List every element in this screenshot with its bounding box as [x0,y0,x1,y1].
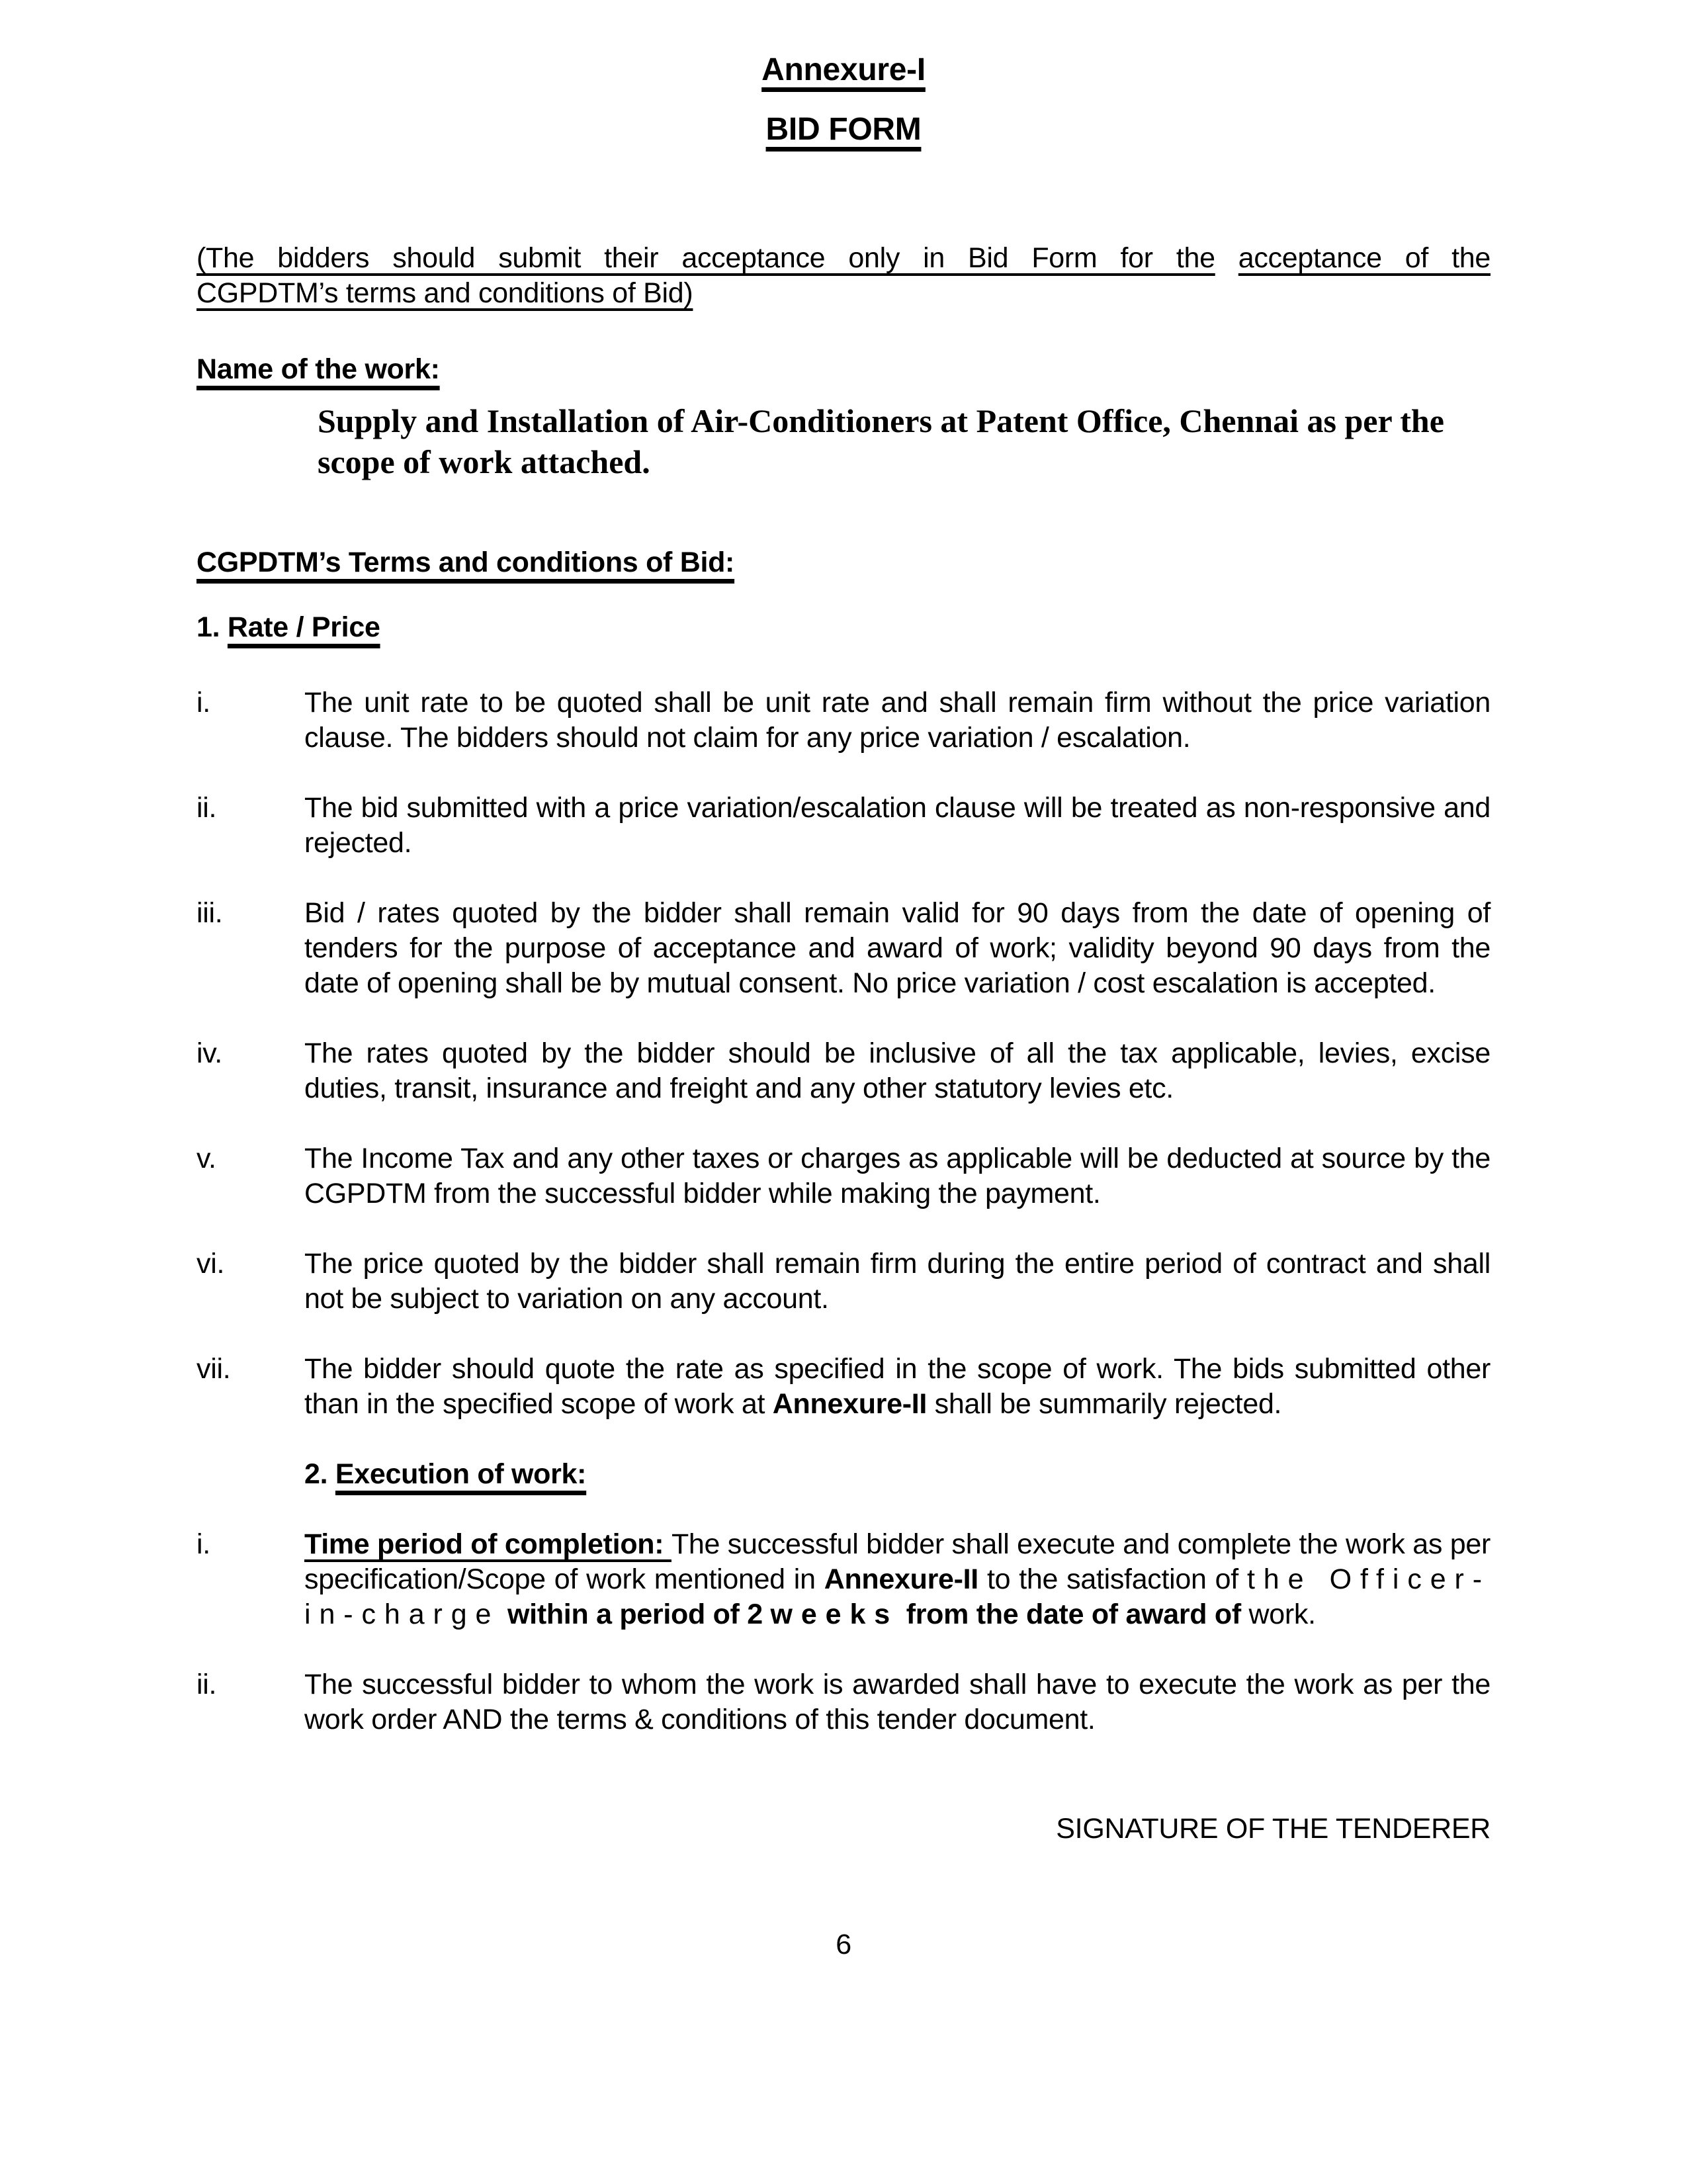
item-text [304,1528,1491,1630]
section2-number: 2. [304,1458,328,1490]
annexure-heading: Annexure-I [761,52,926,87]
page-number: 6 [836,1929,851,1960]
bid-form-heading: BID FORM [765,112,922,147]
text-segment: The unit rate to be quoted shall be unit rate and shall remain firm without the price variation clause. The bidders should not claim for any price variation / escalation. [304,687,1491,754]
item-marker: v. [196,1143,216,1174]
text-segment: work. [1240,1598,1316,1630]
intro-gap [1215,242,1238,274]
item-text [304,1143,1491,1209]
name-of-work-label: Name of the work: [196,353,440,385]
item-text [304,1669,1491,1735]
item-marker: ii. [196,792,217,824]
text-segment: shall be summarily rejected. [927,1388,1282,1420]
item-text [304,792,1491,859]
item-text [304,687,1491,754]
item-marker: i. [196,687,210,719]
terms-heading: CGPDTM’s Terms and conditions of Bid: [196,546,735,578]
text-segment: The price quoted by the bidder shall remain firm during the entire period of contract and shall not be subject to variation on any account. [304,1248,1491,1315]
text-segment: within a period of 2 [507,1598,771,1630]
text-segment: Time period of completion: [304,1528,671,1560]
signature-line: SIGNATURE OF THE TENDERER [1056,1813,1491,1845]
list-item [196,791,1491,861]
text-segment: Annexure-II [772,1388,928,1420]
text-segment: The bidder should quote the rate as specified in the scope of work. The bids submitted other than in the specified scope of work at [304,1353,1491,1420]
item-marker: ii. [196,1669,217,1700]
list-item [196,1246,1491,1317]
section1-number: 1. [196,611,220,643]
intro-paragraph-line2 [196,276,1491,311]
intro-underlined-run-1: (The bidders should submit their acceptance only in Bid Form for the [196,242,1215,274]
list-item [196,1667,1491,1737]
item-text [304,897,1491,999]
text-segment: from the date of award of [898,1598,1241,1630]
item-marker: iv. [196,1037,222,1069]
item-text [304,1353,1491,1420]
bid-form-heading-row [196,111,1491,148]
item-marker: vii. [196,1353,231,1385]
text-segment: weeks [770,1598,899,1630]
list-item [196,1036,1491,1106]
item-marker: iii. [196,897,223,929]
item-text [304,1248,1491,1315]
list-item [196,896,1491,1001]
list-item [196,685,1491,756]
list-item [196,1527,1491,1632]
section2-heading-row [196,1457,1491,1492]
item-marker: vi. [196,1248,225,1280]
intro-underlined-run-3: CGPDTM’s terms and conditions of Bid) [196,277,693,309]
terms-heading-row [196,545,1491,580]
text-segment: Annexure-II [824,1563,978,1595]
list-item [196,1141,1491,1211]
section2-title: Execution of work: [335,1458,587,1490]
work-description: Supply and Installation of Air-Conditioners at Patent Office, Chennai as per the scope of work attached. [318,402,1444,480]
text-segment: Bid / rates quoted by the bidder shall remain valid for 90 days from the date of opening of tenders for the purpose of acceptance and award of work; validity beyond 90 days from the date of opening shall be by mutual consent. No price variation / cost escalation is accepted. [304,897,1491,999]
section2-items [196,1527,1491,1737]
text-segment: The successful bidder shall execute and complete the work as per specification/Scope of work mentioned in [304,1528,1491,1595]
item-text [304,1037,1491,1104]
text-segment: The bid submitted with a price variation/escalation clause will be treated as non-responsive and rejected. [304,792,1491,859]
item-marker: i. [196,1528,210,1560]
name-of-work-row [196,352,1491,387]
intro-underlined-run-2: acceptance of the [1238,242,1491,274]
text-segment: to the satisfaction of [978,1563,1247,1595]
list-item [196,1352,1491,1422]
section1-title: Rate / Price [227,611,380,643]
section1-items [196,685,1491,1422]
section1-heading-row [196,610,1491,645]
text-segment: The successful bidder to whom the work is awarded shall have to execute the work as per the work order AND the terms & conditions of this tender document. [304,1669,1491,1735]
annexure-heading-row [196,52,1491,89]
text-segment [499,1598,507,1630]
intro-paragraph-line1 [196,241,1491,276]
text-segment: The rates quoted by the bidder should be inclusive of all the tax applicable, levies, excise duties, transit, insurance and freight and any other statutory levies etc. [304,1037,1491,1104]
text-segment: the Officer-in-charge [304,1563,1491,1630]
text-segment: The Income Tax and any other taxes or charges as applicable will be deducted at source by the CGPDTM from the successful bidder while making the payment. [304,1143,1491,1209]
